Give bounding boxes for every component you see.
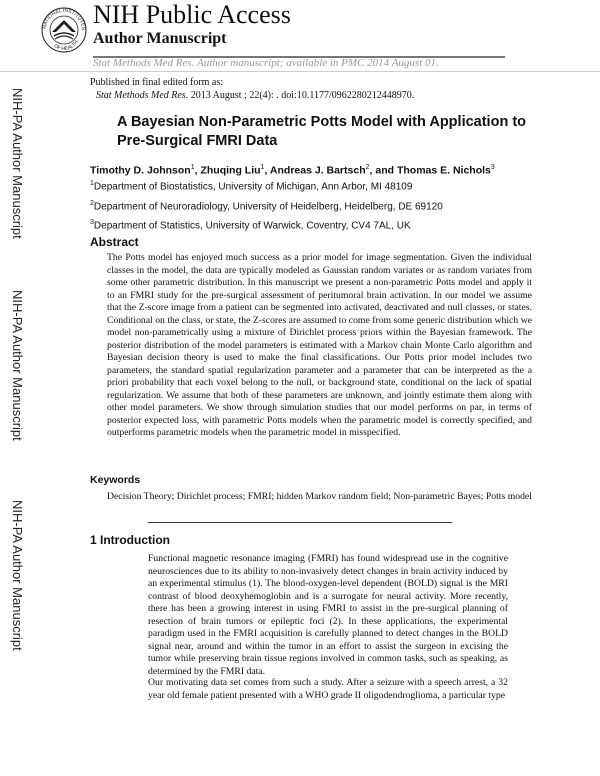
sidebar-label-3: NIH-PA Author Manuscript (10, 500, 25, 651)
publication-info (90, 76, 414, 102)
keywords-heading: Keywords (90, 474, 141, 486)
svg-text:NATIONAL INSTITUTES (42, 8, 86, 31)
intro-paragraph-2: Our motivating data set comes from such a study. After a seizure with a speech arrest, a 32 year old female patient presented with a WHO grade II oligodendroglioma, a particular type (148, 677, 508, 701)
header-subtitle: Author Manuscript (93, 30, 227, 47)
author-name: Timothy D. Johnson (90, 164, 191, 177)
header-rule (0, 71, 600, 72)
citation (90, 89, 414, 102)
paper-title: A Bayesian Non-Parametric Potts Model with Application to Pre-Surgical FMRI Data (117, 114, 527, 149)
journal-name: Stat Methods Med Res (96, 90, 186, 101)
keywords-text: Decision Theory; Dirichlet process; FMRI; hidden Markov random field; Non-parametric Bayes; Potts model (107, 491, 532, 502)
header-note: Stat Methods Med Res. Author manuscript; available in PMC 2014 August 01. (93, 57, 439, 69)
logo-text-top: NATIONAL INSTITUTES (41, 7, 87, 31)
sidebar-label-2: NIH-PA Author Manuscript (10, 290, 25, 441)
affiliation-1: $^1$Department of Biostatistics, University of Michigan, Ann Arbor, MI 48109 (90, 180, 413, 193)
author-name: Andreas J. Bartsch (269, 164, 366, 177)
section-rule (148, 522, 452, 523)
abstract-heading: Abstract (90, 235, 139, 249)
published-line: Published in final edited form as: (90, 77, 224, 88)
svg-text:OF HEALTH (53, 39, 80, 52)
nih-logo (40, 6, 88, 54)
affiliation-2: $^2$Department of Neuroradiology, University of Heidelberg, Heidelberg, DE 69120 (90, 200, 443, 213)
affiliation-3: $^3$Department of Statistics, University of Warwick, Coventry, CV4 7AL, UK (90, 219, 411, 232)
logo-text-bottom: OF HEALTH (52, 39, 80, 53)
sidebar-label-1: NIH-PA Author Manuscript (10, 88, 25, 239)
header-title: NIH Public Access (93, 0, 291, 29)
author-name: Thomas E. Nichols (396, 164, 491, 177)
intro-paragraph-1: Functional magnetic resonance imaging (FMRI) has found widespread use in the cognitive neurosciences due to its ability to non-invasively detect changes in brain activity induced by an experimental stimulus (1). The blood-oxygen-level dependent (BOLD) signal is the MRI contrast of blood deoxyhemoglobin and is a surrogate for neural activity. More recently, there has been a growing interest in using FMRI to assist in the pre-surgical planning of resection of brain tumors or epileptic foci (2). In these applications, the experimental paradigm used in the FMRI acquisition is carefully planned to detect changes in the BOLD signal near, around and within the tumor in an effort to assist the surgeon in excising the tumor while preserving brain tissue regions involved in common tasks, such as speaking, as determined by the FMRI data. (148, 553, 508, 677)
abstract-text: The Potts model has enjoyed much success as a prior model for image segmentation. Given the individual classes in the model, the data are typically modeled as Gaussian random variates or as random variates from some other parametric distribution. In this manuscript we present a non-parametric Potts model and apply it to an FMRI study for the pre-surgical assessment of peritumoral brain activation. In our model we assume that the Z-score image from a patient can be segmented into activated, deactivated and null classes, or states. Conditional on the class, or state, the Z-scores are assumed to come from some generic distribution which we model non-parametrically using a mixture of Dirichlet process priors within the Bayesian framework. The posterior distribution of the model parameters is estimated with a Markov chain Monte Carlo algorithm and Bayesian decision theory is used to make the final classifications. Our Potts prior model includes two parameters, the standard spatial regularization parameter and a parameter that can be interpreted as the a priori probability that each voxel belong to the null, or background state, conditional on the lack of spatial regularization. We assume that both of these parameters are unknown, and jointly estimate them along with other model parameters. We show through simulation studies that our model performs on par, in terms of posterior expected loss, with parametric Potts models when the parametric model is correctly specified, and outperforms parametric models when the parametric model in misspecified. (107, 252, 532, 438)
author-name: Zhuqing Liu (200, 164, 261, 177)
citation-details: . 2013 August ; 22(4): . doi:10.1177/0962280212448970. (185, 90, 415, 101)
author-list: Timothy D. Johnson$^1$, Zhuqing Liu$^1$, Andreas J. Bartsch$^2$, and Thomas E. Nichols$^3$ (90, 164, 495, 177)
section-heading-introduction: 1 Introduction (90, 533, 170, 547)
